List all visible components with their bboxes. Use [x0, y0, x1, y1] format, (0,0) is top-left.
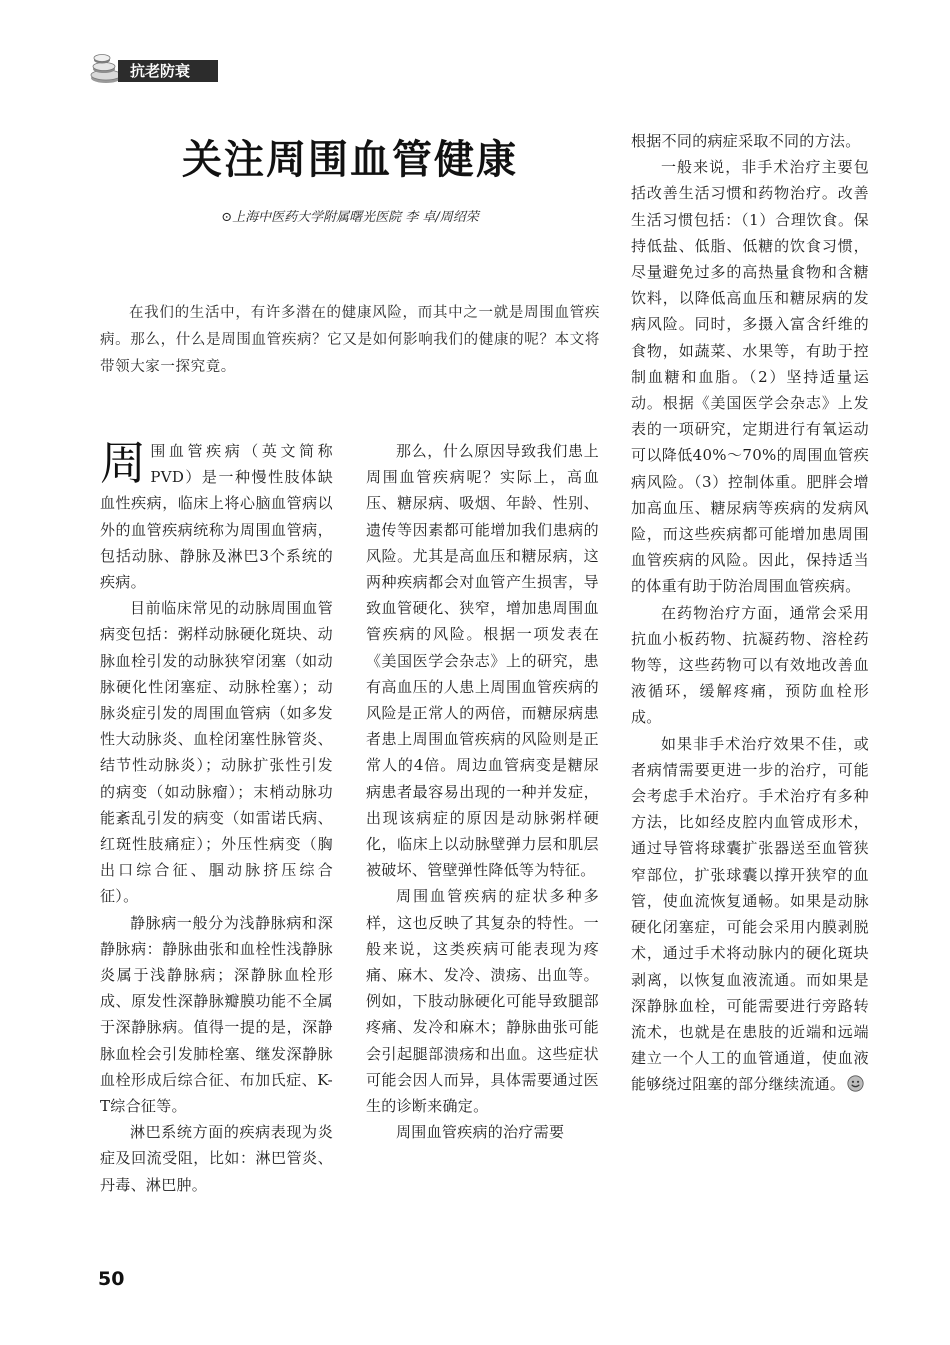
paragraph: 周围血管疾病的症状多种多样，这也反映了其复杂的特性。一般来说，这类疾病可能表现为疼痛、麻木、发冷、溃疡、出血等。例如，下肢动脉硬化可能导致腿部疼痛、发冷和麻木；静脉曲张可能会引起腿部溃疡和出血。这些症状可能会因人而异，具体需要通过医生的诊断来确定。	[366, 887, 599, 1116]
drop-cap: 周	[100, 436, 147, 490]
paragraph: 根据不同的病症采取不同的方法。	[631, 132, 861, 150]
column-3	[631, 128, 869, 1098]
article-title: 关注周围血管健康	[182, 137, 518, 183]
paragraph	[631, 731, 869, 1098]
paragraph	[100, 438, 333, 595]
intro-text: 在我们的生活中，有许多潜在的健康风险，而其中之一就是周围血管疾病。那么，什么是周围血管疾病？它又是如何影响我们的健康的呢？本文将带领大家一探究竟。	[100, 305, 600, 375]
paragraph: 周围血管疾病的治疗需要	[396, 1123, 565, 1142]
column-2	[366, 438, 599, 1145]
byline: ⊙上海中医药大学附属曙光医院 李 卓/周绍荣	[221, 210, 479, 225]
smiley-end-icon	[847, 1075, 864, 1092]
paragraph: 一般来说，非手术治疗主要包括改善生活习惯和药物治疗。改善生活习惯包括：（1）合理饮食。保持低盐、低脂、低糖的饮食习惯，尽量避免过多的高热量食物和含糖饮料，以降低高血压和糖尿病的发病风险。同时，多摄入富含纤维的食物，如蔬菜、水果等，有助于控制血糖和血脂。（2）坚持适量运动。根据《美国医学会杂志》上发表的一项研究，定期进行有氧运动可以降低40%～70%的周围血管疾病风险。（3）控制体重。肥胖会增加高血压、糖尿病等疾病的发病风险，而这些疾病都可能增加患周围血管疾病的风险。因此，保持适当的体重有助于防治周围血管疾病。	[631, 158, 869, 596]
page-number: 50	[98, 1268, 125, 1290]
paragraph-text: 如果非手术治疗效果不佳，或者病情需要更进一步的治疗，可能会考虑手术治疗。手术治疗有多种方法，比如经皮腔内血管成形术，通过导管将球囊扩张器送至血管狭窄部位，扩张球囊以撑开狭窄的血管，使血流恢复通畅。如果是动脉硬化闭塞症，可能会采用内膜剥脱术，通过手术将动脉内的硬化斑块剥离，以恢复血液流通。而如果是深静脉血栓，可能需要进行旁路转流术，也就是在患肢的近端和远端建立一个人工的血管通道，使血液能够绕过阻塞的部分继续流通。	[631, 734, 869, 1094]
section-label: 抗老防衰	[118, 60, 218, 82]
column-1	[100, 438, 333, 1198]
paragraph: 目前临床常见的动脉周围血管病变包括：粥样动脉硬化斑块、动脉血栓引发的动脉狭窄闭塞（如动脉硬化性闭塞症、动脉栓塞）；动脉炎症引发的周围血管病（如多发性大动脉炎、血栓闭塞性脉管炎、结节性动脉炎）；动脉扩张性引发的病变（如动脉瘤）；末梢动脉功能紊乱引发的病变（如雷诺氏病、红斑性肢痛症）；外压性病变（胸出口综合征、腘动脉挤压综合征）。	[100, 599, 333, 906]
paragraph: 静脉病一般分为浅静脉病和深静脉病：静脉曲张和血栓性浅静脉炎属于浅静脉病；深静脉血栓形成、原发性深静脉瓣膜功能不全属于深静脉病。值得一提的是，深静脉血栓会引发肺栓塞、继发深静脉血栓形成后综合征、布加氏症、K-T综合征等。	[100, 913, 333, 1116]
paragraph: 在药物治疗方面，通常会采用抗血小板药物、抗凝药物、溶栓药物等，这些药物可以有效地改善血液循环，缓解疼痛，预防血栓形成。	[631, 603, 869, 727]
intro-paragraph	[100, 300, 600, 381]
paragraph: 那么，什么原因导致我们患上周围血管疾病呢？实际上，高血压、糖尿病、吸烟、年龄、性别、遗传等因素都可能增加我们患病的风险。尤其是高血压和糖尿病，这两种疾病都会对血管产生损害，导致血管硬化、狭窄，增加患周围血管疾病的风险。根据一项发表在《美国医学会杂志》上的研究，患有高血压的人患上周围血管疾病的风险是正常人的两倍，而糖尿病患者患上周围血管疾病的风险则是正常人的4倍。周边血管病变是糖尿病患者最容易出现的一种并发症，出现该病症的原因是动脉粥样硬化，临床上以动脉壁弹力层和肌层被破坏、管壁弹性降低等为特征。	[366, 442, 599, 880]
paragraph-text: 围血管疾病（英文简称PVD）是一种慢性肢体缺血性疾病，临床上将心脑血管病以外的血管疾病统称为周围血管病，包括动脉、静脉及淋巴3个系统的疾病。	[100, 442, 333, 592]
section-tag	[88, 50, 220, 84]
paragraph: 淋巴系统方面的疾病表现为炎症及回流受阻，比如：淋巴管炎、丹毒、淋巴肿。	[100, 1123, 333, 1194]
